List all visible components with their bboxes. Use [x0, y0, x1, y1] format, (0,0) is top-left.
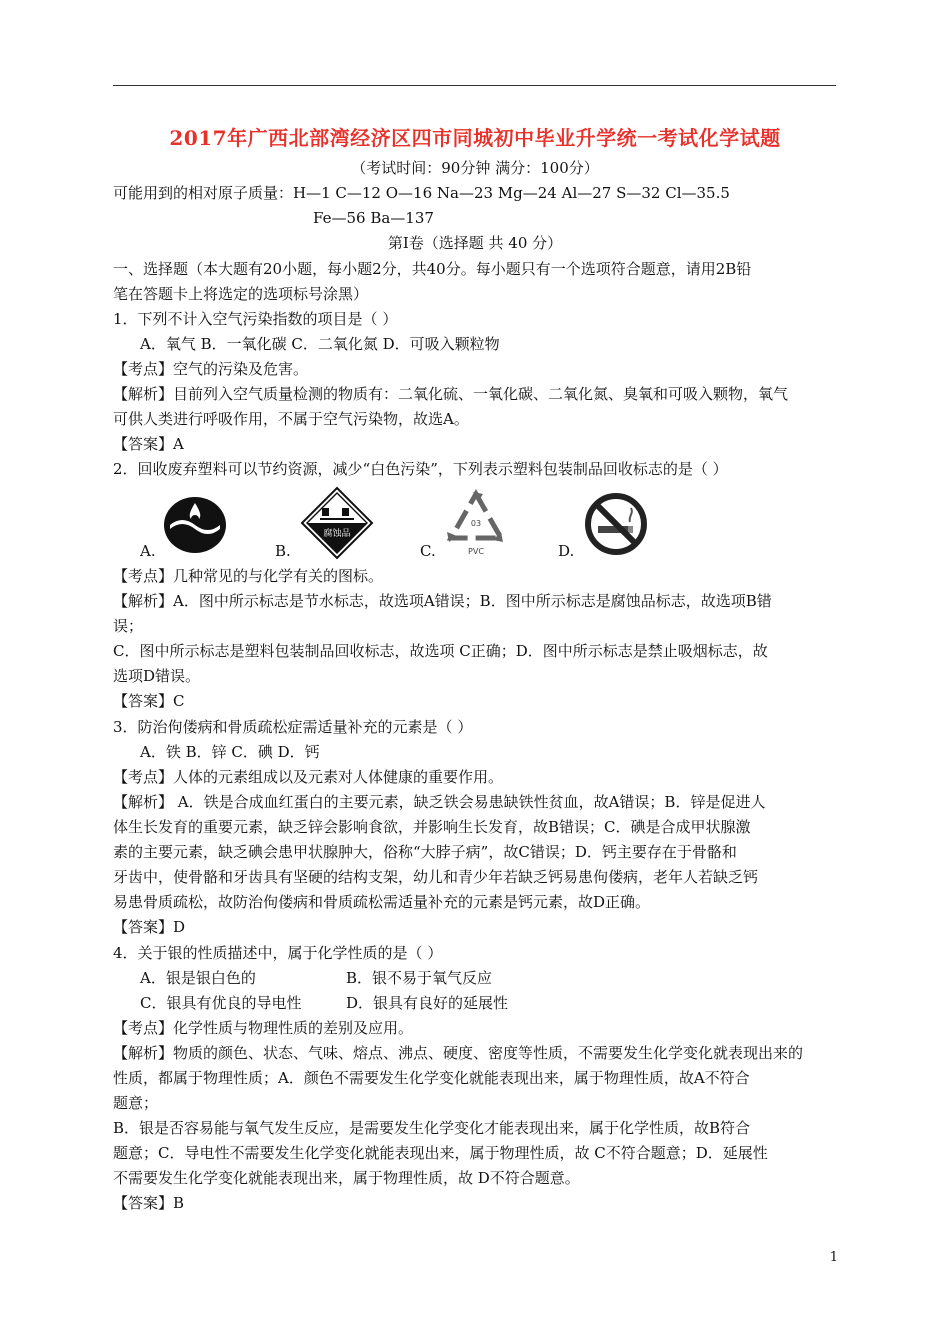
q2-stem: 2．回收废弃塑料可以节约资源，减少“白色污染”，下列表示塑料包装制品回收标志的是（ ） — [113, 460, 728, 478]
page-number: 1 — [829, 1250, 838, 1265]
q1-jiexi-1: 【解析】目前列入空气质量检测的物质有：二氧化硫、一氧化碳、二氧化氮、臭氧和可吸入颗物，氧气 — [113, 385, 789, 403]
corrosive-label: 腐蚀品 — [323, 529, 351, 539]
q3-jiexi-1: 【解析】 A．铁是合成血红蛋白的主要元素，缺乏铁会易患缺铁性贫血，故A错误；B．锌是促进人 — [113, 793, 766, 811]
recycle-material: PVC — [468, 547, 484, 556]
recycle-pvc-icon — [443, 488, 509, 558]
q2-label-c: C. — [420, 542, 436, 560]
q2-label-d: D. — [558, 542, 575, 560]
no-smoking-icon — [584, 492, 648, 556]
q2-answer: 【答案】C — [113, 692, 185, 710]
q3-stem: 3．防治佝偻病和骨质疏松症需适量补充的元素是（ ） — [113, 718, 473, 736]
q4-option-c: C．银具有优良的导电性 — [140, 994, 302, 1012]
q4-jiexi-6: 不需要发生化学变化就能表现出来，属于物理性质，故 D不符合题意。 — [113, 1169, 580, 1187]
q4-kaodian: 【考点】化学性质与物理性质的差别及应用。 — [113, 1019, 414, 1037]
part-title: 第Ⅰ卷（选择题 共 40 分） — [387, 234, 563, 252]
q2-label-a: A. — [140, 542, 156, 560]
q3-answer: 【答案】D — [113, 918, 186, 936]
recycle-code: 03 — [470, 519, 482, 528]
q3-jiexi-4: 牙齿中，使骨骼和牙齿具有坚硬的结构支架，幼儿和青少年若缺乏钙易患佝偻病，老年人若缺乏钙 — [113, 868, 759, 886]
q1-stem: 1．下列不计入空气污染指数的项目是（ ） — [113, 310, 398, 328]
q2-jiexi-4: 选项D错误。 — [113, 667, 201, 685]
q2-jiexi-1: 【解析】A．图中所示标志是节水标志，故选项A错误；B．图中所示标志是腐蚀品标志，故选项B错 — [113, 592, 772, 610]
q4-jiexi-2: 性质，都属于物理性质；A．颜色不需要发生化学变化就能表现出来，属于物理性质，故A不符合 — [113, 1069, 750, 1087]
q4-option-a: A．银是银白色的 — [140, 969, 256, 987]
q3-jiexi-5: 易患骨质疏松，故防治佝偻病和骨质疏松需适量补充的元素是钙元素，故D正确。 — [113, 893, 651, 911]
q1-jiexi-2: 可供人类进行呼吸作用，不属于空气污染物，故选A。 — [113, 410, 469, 428]
q2-label-b: B. — [275, 542, 291, 560]
q4-option-b: B．银不易于氧气反应 — [346, 969, 493, 987]
water-saving-icon — [162, 495, 228, 555]
header-rule — [113, 85, 836, 86]
atomic-masses-line2: Fe—56 Ba—137 — [313, 209, 434, 227]
q4-jiexi-5: 题意；C．导电性不需要发生化学变化就能表现出来，属于物理性质，故 C不符合题意；D．延展性 — [113, 1144, 768, 1162]
q1-answer: 【答案】A — [113, 435, 184, 453]
q2-kaodian: 【考点】几种常见的与化学有关的图标。 — [113, 567, 384, 585]
q3-options: A．铁 B．锌 C．碘 D．钙 — [140, 743, 320, 761]
q4-option-d: D．银具有良好的延展性 — [346, 994, 509, 1012]
q4-jiexi-4: B．银是否容易能与氧气发生反应，是需要发生化学变化才能表现出来，属于化学性质，故B符合 — [113, 1119, 751, 1137]
q3-kaodian: 【考点】人体的元素组成以及元素对人体健康的重要作用。 — [113, 768, 504, 786]
q4-jiexi-3: 题意； — [113, 1094, 159, 1112]
q4-jiexi-1: 【解析】物质的颜色、状态、气味、熔点、沸点、硬度、密度等性质，不需要发生化学变化就表现出来的 — [113, 1044, 804, 1062]
corrosive-icon — [300, 486, 374, 560]
q3-jiexi-3: 素的主要元素，缺乏碘会患甲状腺肿大，俗称“大脖子病”，故C错误；D．钙主要存在于骨骼和 — [113, 843, 737, 861]
q2-jiexi-3: C．图中所示标志是塑料包装制品回收标志，故选项 C正确；D．图中所示标志是禁止吸烟标志，故 — [113, 642, 768, 660]
q4-stem: 4．关于银的性质描述中，属于化学性质的是（ ） — [113, 944, 443, 962]
q1-kaodian: 【考点】空气的污染及危害。 — [113, 360, 309, 378]
q1-options: A．氧气 B．一氧化碳 C．二氧化氮 D．可吸入颗粒物 — [140, 335, 500, 353]
q2-jiexi-2: 误； — [113, 617, 144, 635]
exam-info: （考试时间：90分钟 满分：100分） — [351, 159, 599, 177]
q3-jiexi-2: 体生长发育的重要元素，缺乏锌会影响食欲，并影响生长发育，故B错误；C．碘是合成甲状腺激 — [113, 818, 751, 836]
atomic-masses-line1: 可能用到的相对原子质量：H—1 C—12 O—16 Na—23 Mg—24 Al—27 S—32 Cl—35.5 — [113, 184, 730, 202]
section-intro-2: 笔在答题卡上将选定的选项标号涂黑） — [113, 285, 369, 303]
q4-answer: 【答案】B — [113, 1194, 185, 1212]
section-intro-1: 一、选择题（本大题有20小题，每小题2分，共40分。每小题只有一个选项符合题意，请用2B铅 — [113, 260, 752, 278]
page-title: 2017年广西北部湾经济区四市同城初中毕业升学统一考试化学试题 — [169, 126, 781, 150]
